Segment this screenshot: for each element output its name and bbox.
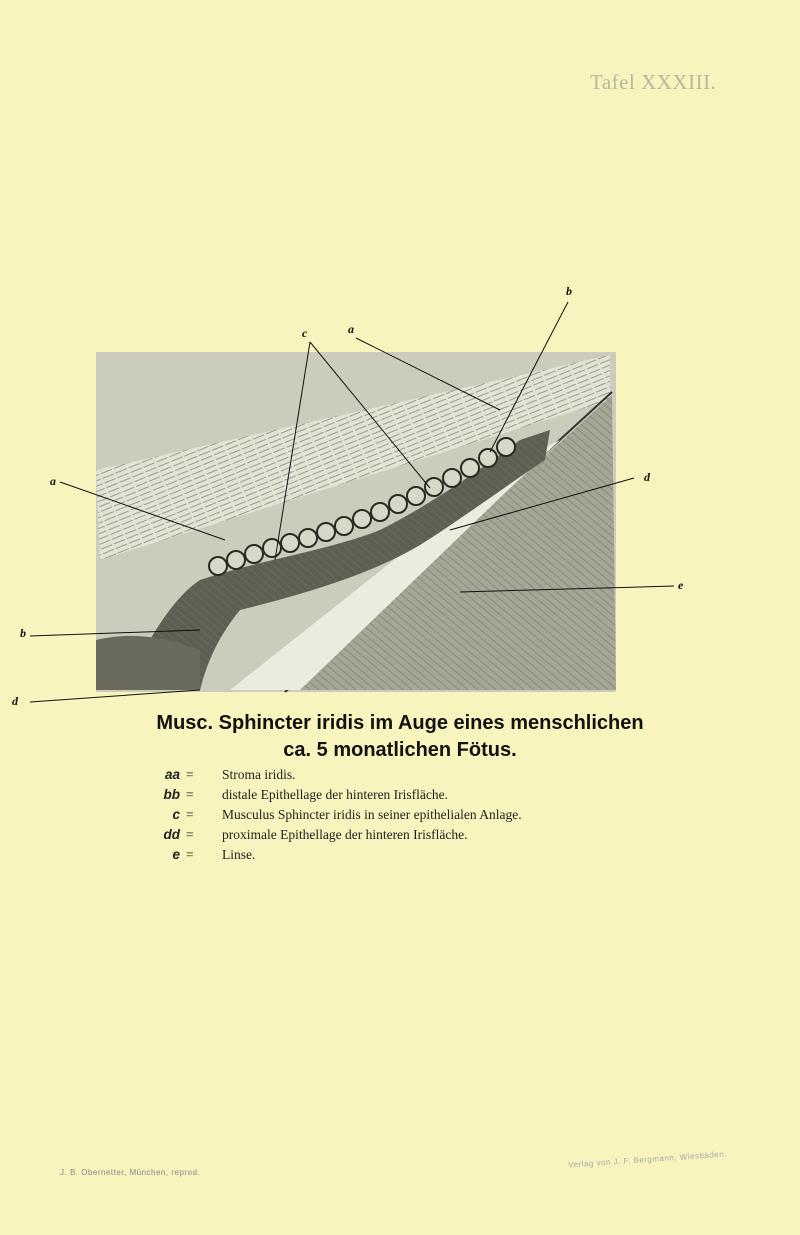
legend-desc: proximale Epithellage der hinteren Irisfläche.: [222, 827, 468, 842]
legend-eq: =: [186, 827, 194, 842]
imprint-reproducer: J. B. Obernetter, München, reprod.: [60, 1168, 201, 1177]
legend-key: e: [172, 847, 180, 862]
label-d-left: d: [12, 694, 18, 708]
legend-eq: =: [186, 847, 194, 862]
legend-desc: distale Epithellage der hinteren Irisfläche.: [222, 787, 449, 802]
legend-key: bb: [163, 787, 180, 802]
legend-desc: Stroma iridis.: [222, 767, 296, 782]
label-b-left: b: [20, 626, 26, 640]
legend-key: dd: [163, 827, 180, 842]
legend-key: aa: [164, 767, 180, 782]
caption-title: Musc. Sphincter iridis im Auge eines menschlichen: [156, 712, 644, 734]
label-a-top: a: [348, 322, 354, 336]
label-a-left: a: [50, 474, 56, 488]
label-c: c: [302, 326, 308, 340]
label-d-right: d: [644, 470, 650, 484]
label-b-top: b: [566, 284, 572, 298]
legend-eq: =: [186, 787, 194, 802]
legend-eq: =: [186, 807, 194, 822]
legend-key: c: [172, 807, 180, 822]
imprint-publisher: Verlag von J. F. Bergmann, Wiesbaden.: [567, 1149, 728, 1170]
legend-desc: Linse.: [222, 847, 256, 862]
legend-desc: Musculus Sphincter iridis in seiner epithelialen Anlage.: [222, 807, 522, 822]
legend-eq: =: [186, 767, 194, 782]
caption-subtitle: ca. 5 monatlichen Fötus.: [283, 739, 517, 761]
label-e: e: [678, 578, 684, 592]
plate-number: Tafel XXXIII.: [590, 70, 717, 94]
